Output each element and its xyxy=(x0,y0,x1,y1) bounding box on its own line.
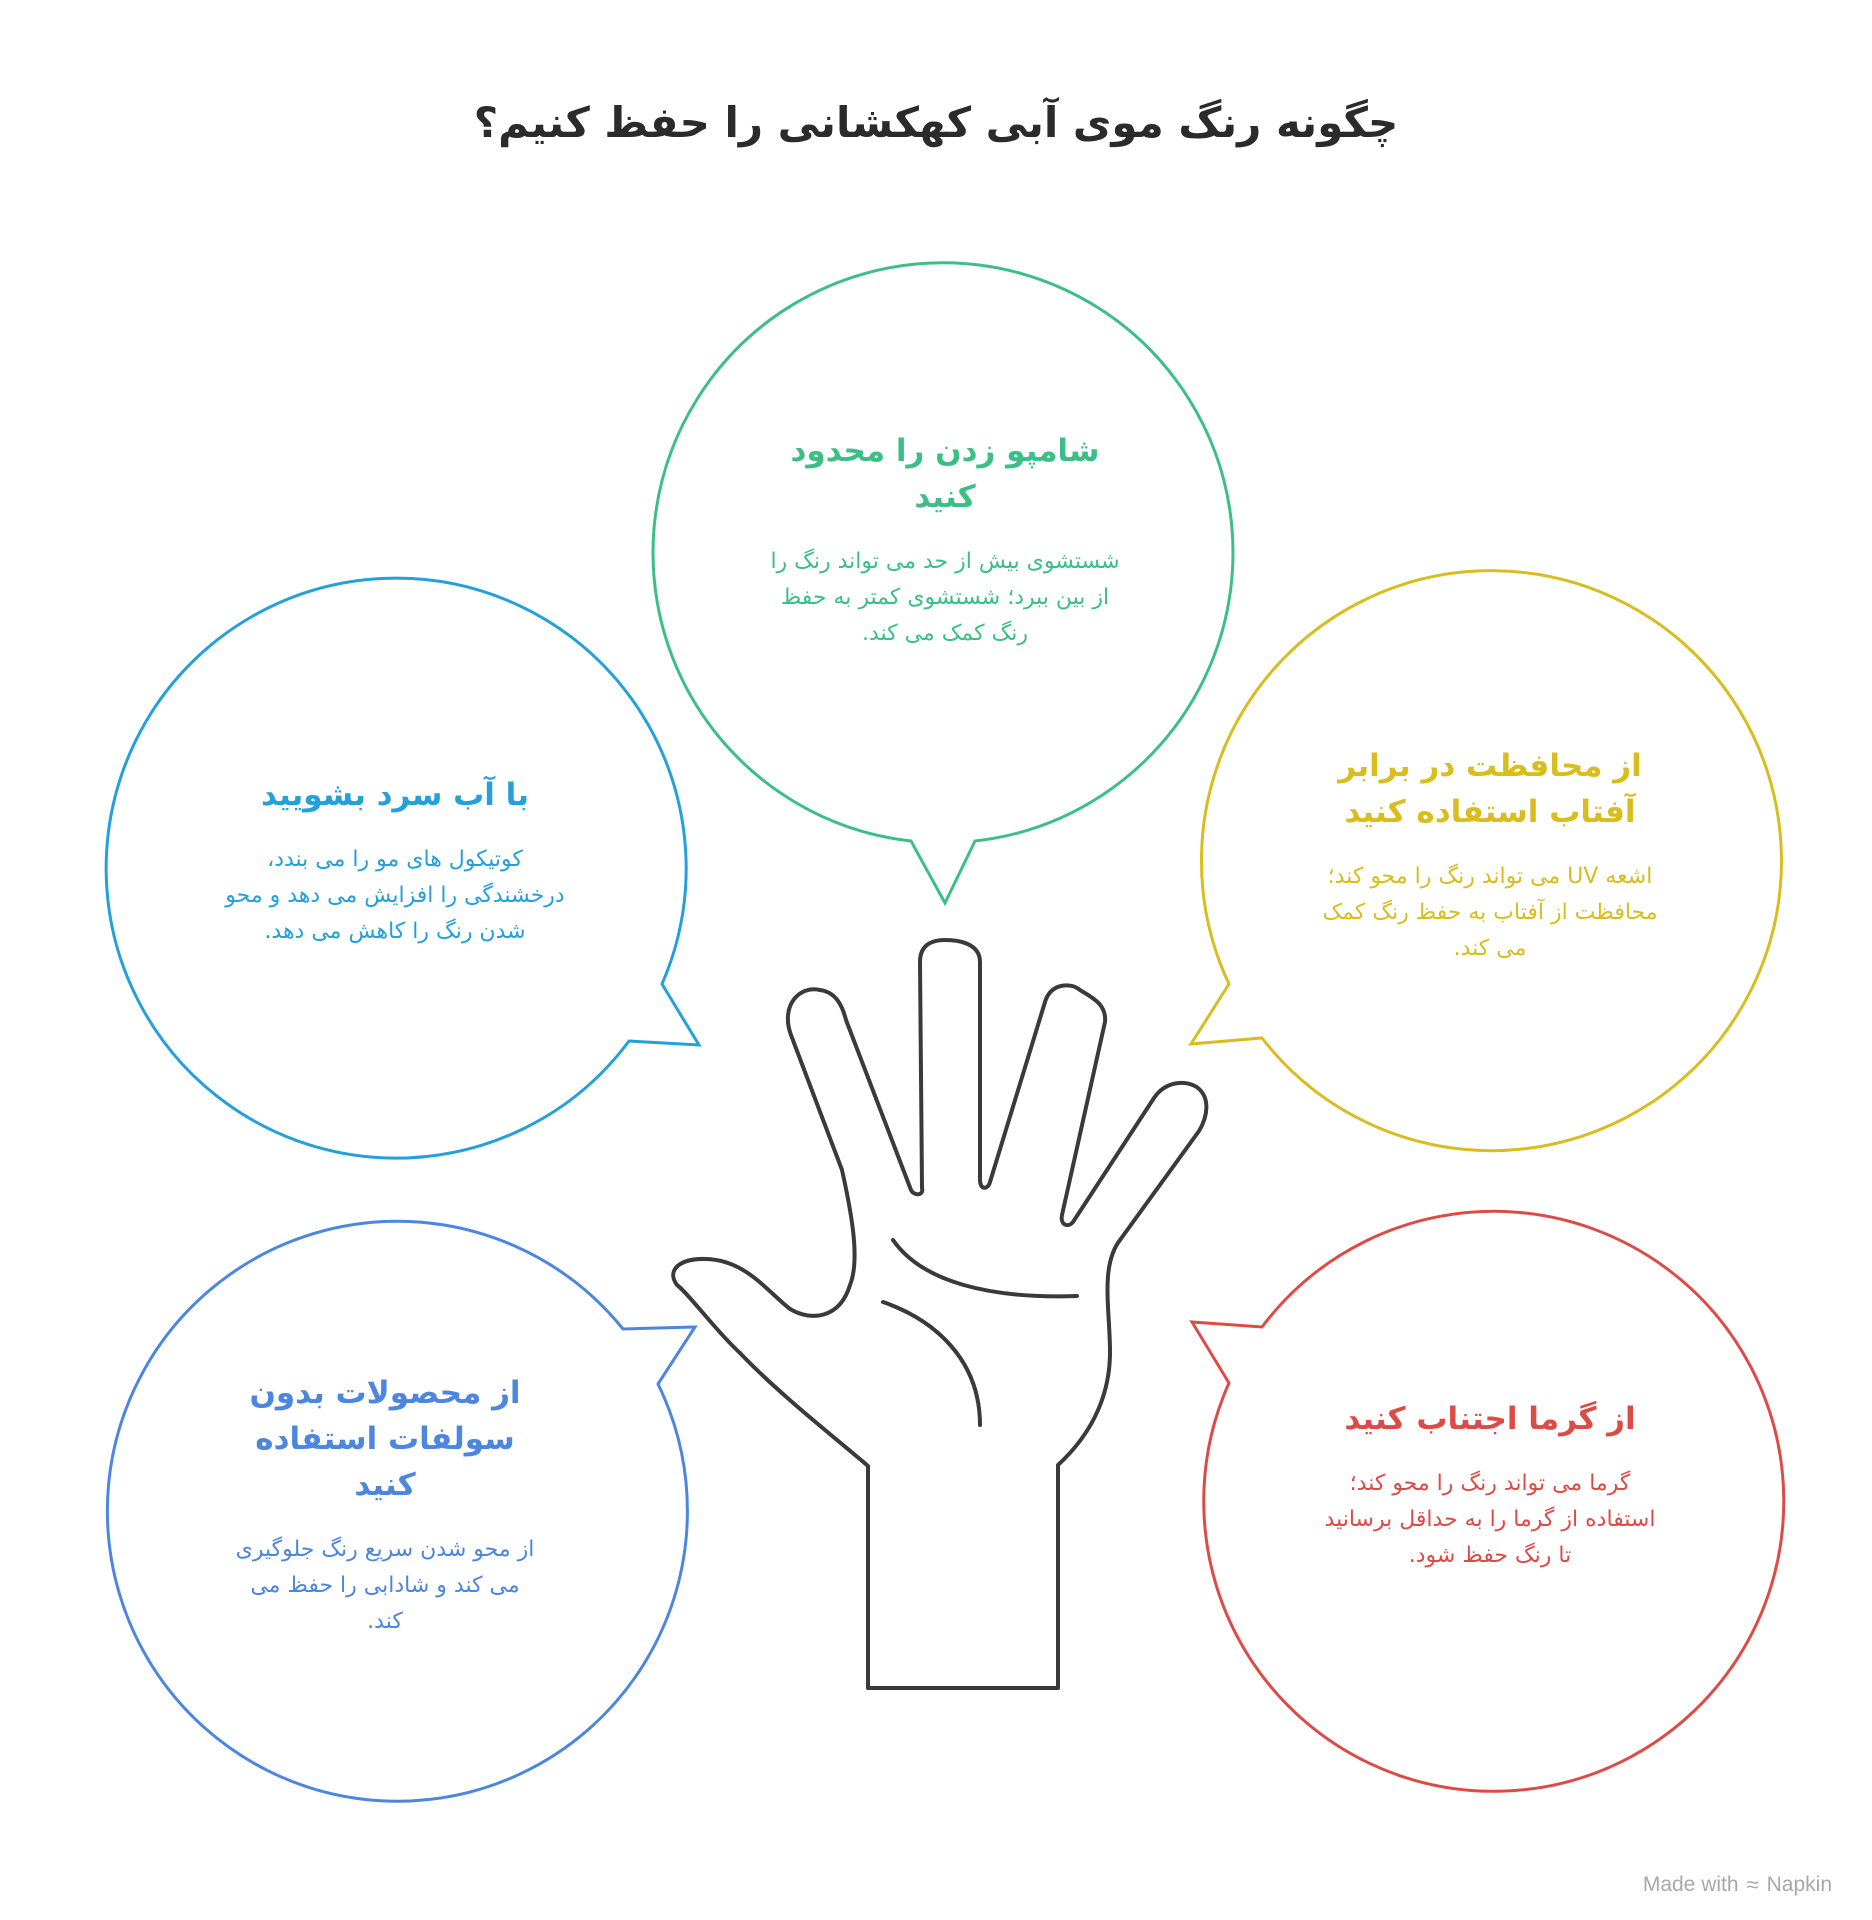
bubble-body: کوتیکول های مو را می بندد، درخشندگی را افزایش می دهد و محو شدن رنگ را کاهش می دهد. xyxy=(225,847,565,944)
bubble-cold-water xyxy=(225,772,565,950)
page-title: چگونه رنگ موی آبی کهکشانی را حفظ کنیم؟ xyxy=(473,98,1399,147)
bubble-heading: شامپو زدن را محدود کنید xyxy=(790,433,1100,515)
bubble-limit-shampoo xyxy=(770,428,1120,652)
napkin-logo-icon: ≈ xyxy=(1746,1872,1759,1897)
bubble-avoid-heat xyxy=(1320,1396,1660,1574)
bubble-body: گرما می تواند رنگ را محو کند؛ استفاده از گرما را به حداقل برسانید تا رنگ حفظ شود. xyxy=(1324,1471,1656,1568)
bubble-sun-protection xyxy=(1320,743,1660,967)
bubble-sulfate-free xyxy=(230,1370,540,1640)
made-with-label: Made with xyxy=(1642,1873,1739,1896)
napkin-brand: Napkin xyxy=(1766,1873,1832,1896)
bubble-heading: از محافظت در برابر آفتاب استفاده کنید xyxy=(1338,748,1642,830)
hand-icon xyxy=(673,940,1206,1688)
bubble-heading: از محصولات بدون سولفات استفاده کنید xyxy=(249,1375,521,1503)
bubble-body: شستشوی بیش از حد می تواند رنگ را از بین ببرد؛ شستشوی کمتر به حفظ رنگ کمک می کند. xyxy=(770,549,1120,646)
bubble-body: از محو شدن سریع رنگ جلوگیری می کند و شادابی را حفظ می کند. xyxy=(235,1537,535,1634)
bubble-heading: از گرما اجتناب کنید xyxy=(1344,1401,1636,1437)
bubble-body: اشعه UV می تواند رنگ را محو کند؛ محافظت از آفتاب به حفظ رنگ کمک می کند. xyxy=(1322,864,1658,961)
bubble-heading: با آب سرد بشویید xyxy=(261,777,529,813)
made-with-napkin[interactable] xyxy=(1643,1872,1832,1898)
